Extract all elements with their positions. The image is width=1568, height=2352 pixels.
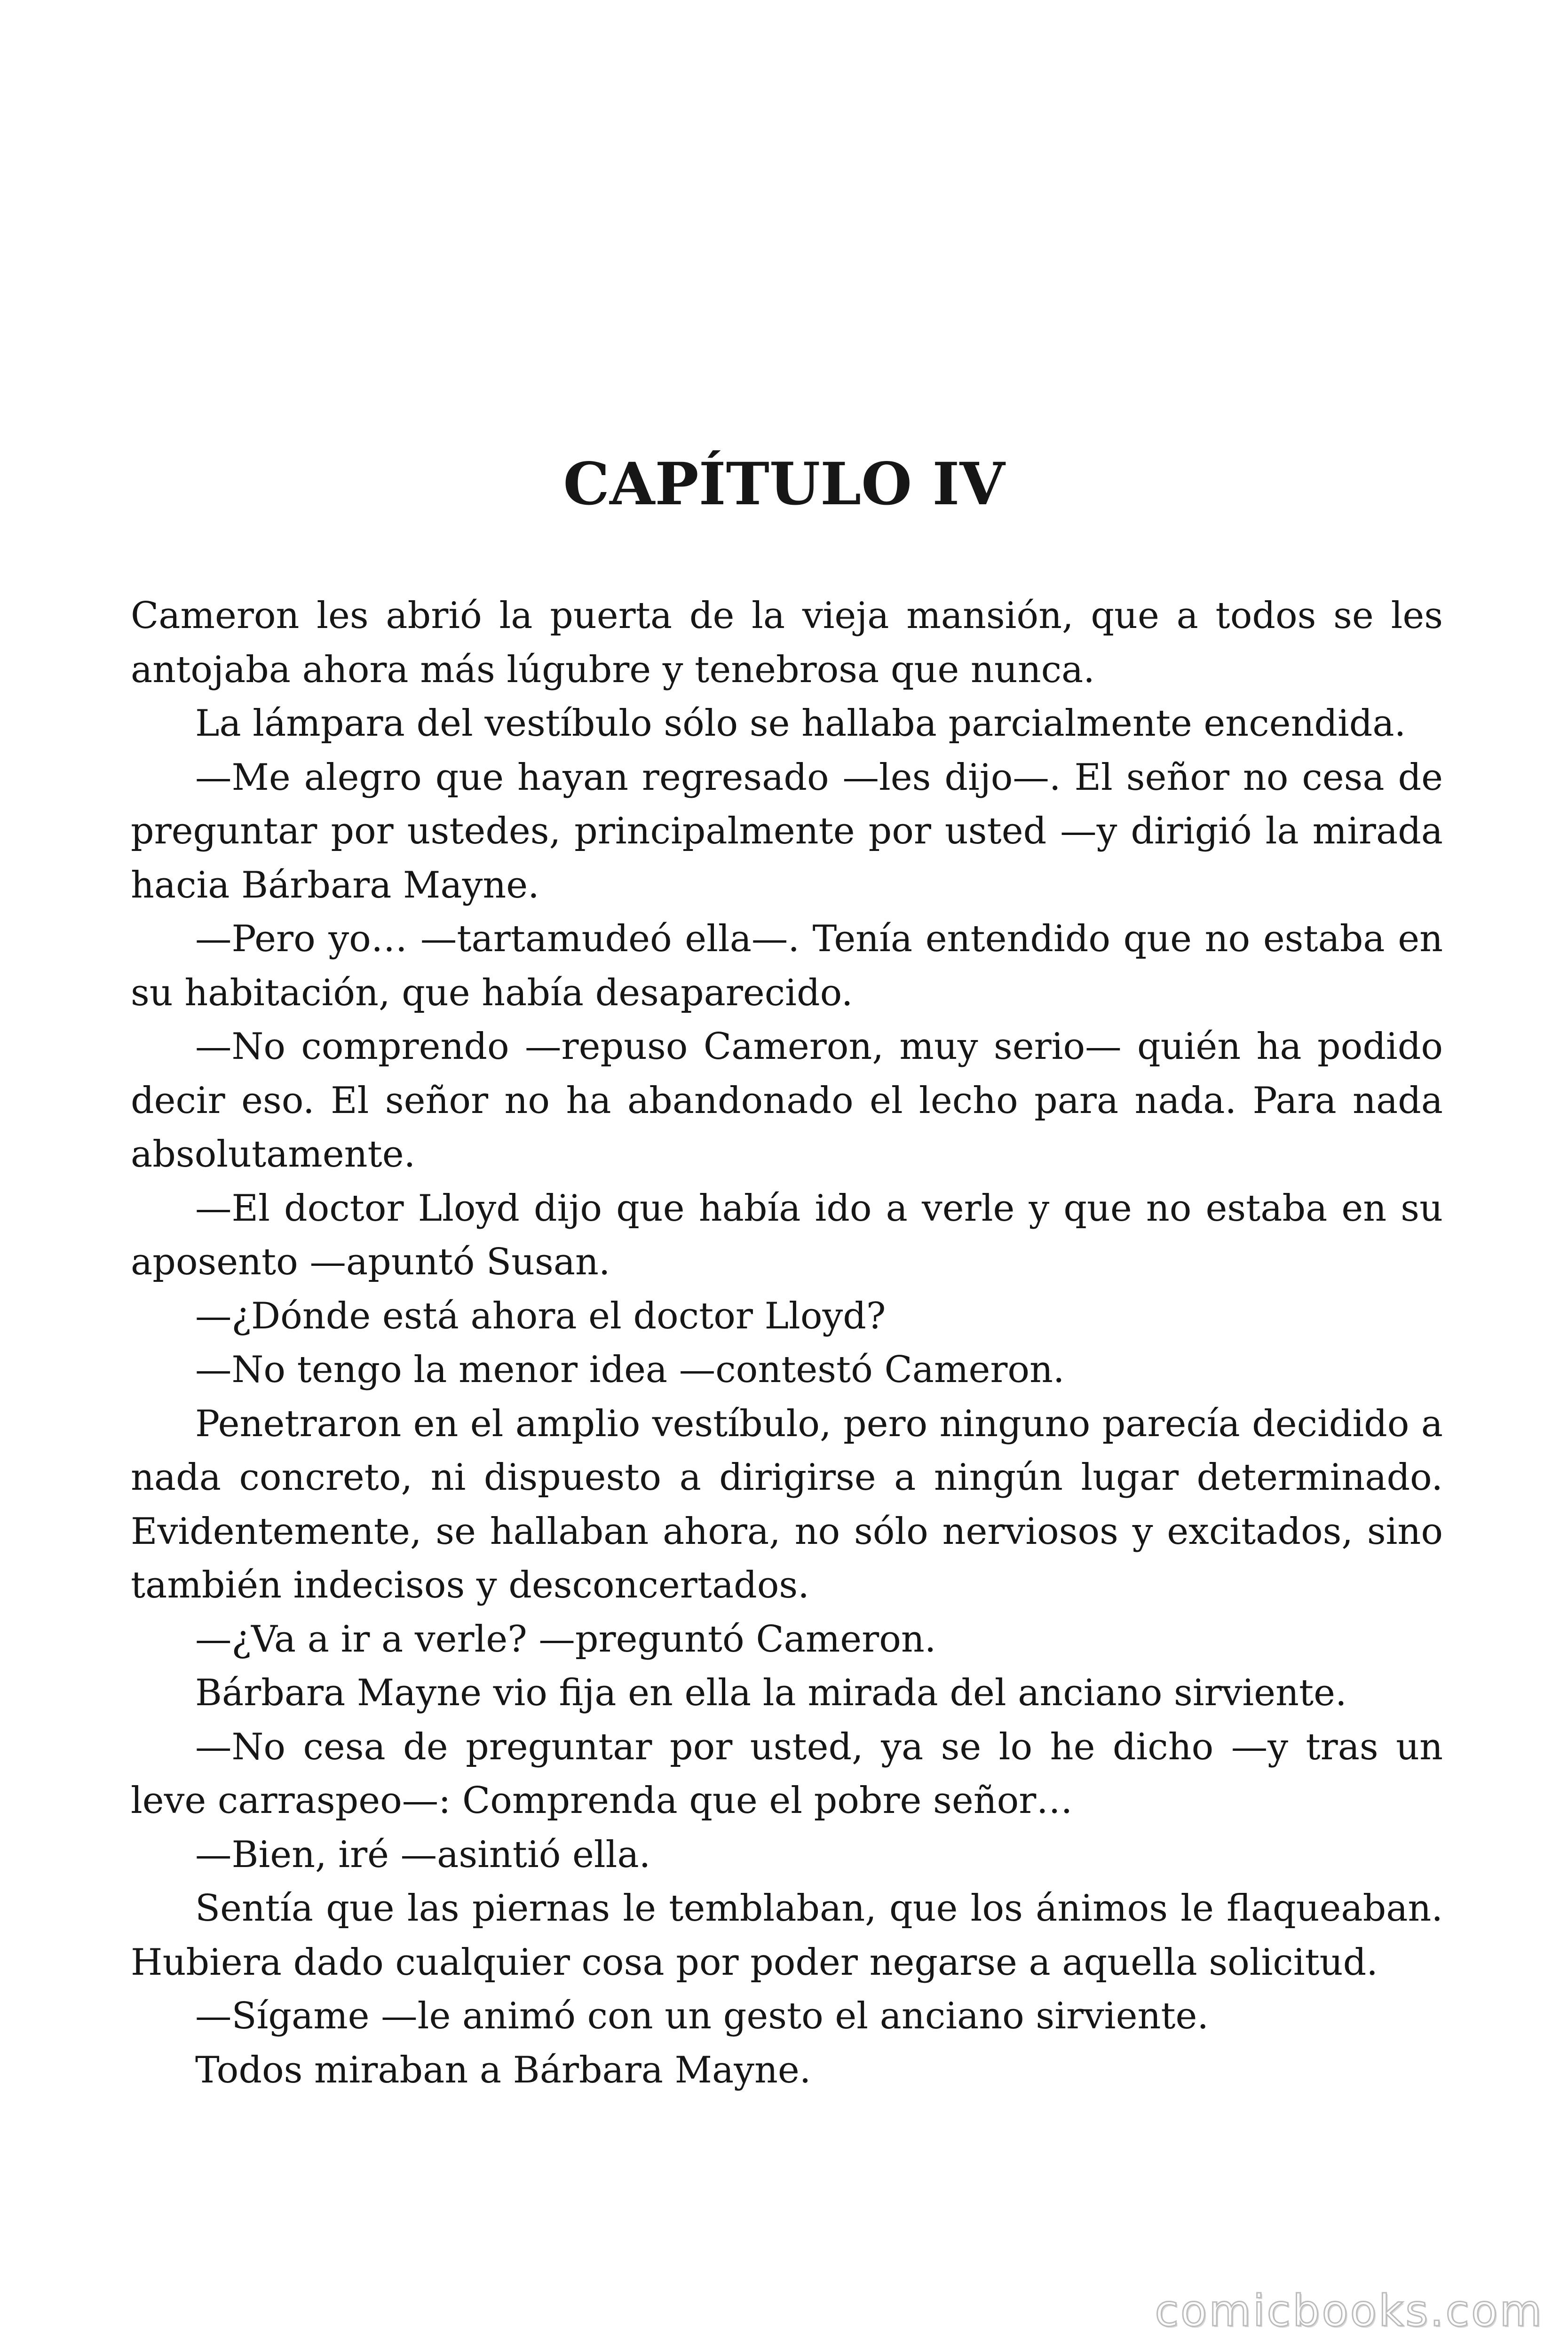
paragraph: Penetraron en el amplio vestíbulo, pero ninguno parecía decidido a nada concreto, ni dispuesto a dirigirse a ningún lugar determinado. Evidentemente, se hallaban ahora, no sólo nerviosos y excitados, sino también indecisos y desconcertados.: [131, 1402, 1443, 1606]
paragraph: —Bien, iré —asintió ella.: [195, 1833, 651, 1876]
paragraph: Cameron les abrió la puerta de la vieja mansión, que a todos se les antojaba ahora más lúgubre y tenebrosa que nunca.: [131, 595, 1443, 691]
paragraph: —¿Va a ir a verle? —preguntó Cameron.: [195, 1618, 936, 1661]
chapter-body: [131, 589, 1443, 2097]
paragraph: —El doctor Lloyd dijo que había ido a verle y que no estaba en su aposento —apuntó Susan.: [131, 1187, 1443, 1283]
paragraph: —¿Dónde está ahora el doctor Lloyd?: [195, 1295, 886, 1337]
paragraph: —Sígame —le animó con un gesto el anciano sirviente.: [195, 1995, 1209, 2037]
chapter-title: CAPÍTULO IV: [563, 450, 1005, 518]
paragraph: Bárbara Mayne vio fija en ella la mirada del anciano sirviente.: [195, 1672, 1347, 1714]
paragraph: —No tengo la menor idea —contestó Cameron.: [195, 1349, 1065, 1391]
watermark: comicbooks.com: [1155, 2286, 1544, 2336]
paragraph: Todos miraban a Bárbara Mayne.: [195, 2049, 811, 2091]
paragraph: —Me alegro que hayan regresado —les dijo—. El señor no cesa de preguntar por ustedes, principalmente por usted —y dirigió la mirada hacia Bárbara Mayne.: [131, 756, 1443, 906]
paragraph: La lámpara del vestíbulo sólo se hallaba parcialmente encendida.: [195, 702, 1406, 745]
paragraph: —Pero yo… —tartamudeó ella—. Tenía entendido que no estaba en su habitación, que había desaparecido.: [131, 918, 1443, 1014]
paragraph: —No comprendo —repuso Cameron, muy serio— quién ha podido decir eso. El señor no ha abandonado el lecho para nada. Para nada absolutamente.: [131, 1025, 1443, 1176]
paragraph: Sentía que las piernas le temblaban, que los ánimos le flaqueaban. Hubiera dado cualquier cosa por poder negarse a aquella solicitud.: [131, 1887, 1443, 1984]
paragraph: —No cesa de preguntar por usted, ya se lo he dicho —y tras un leve carraspeo—: Comprenda que el pobre señor…: [131, 1725, 1443, 1822]
